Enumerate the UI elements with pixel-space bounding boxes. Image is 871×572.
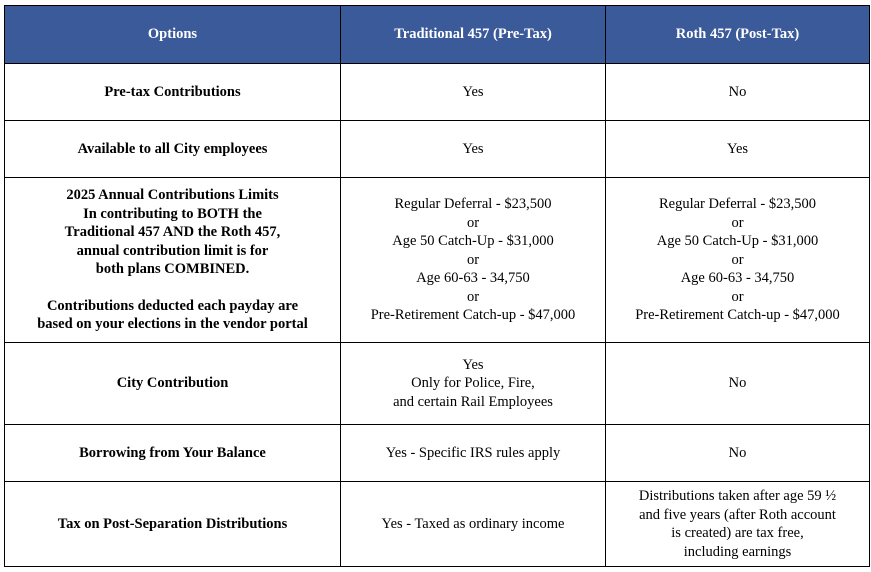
header-row xyxy=(5,6,870,64)
roth-text: No xyxy=(728,83,747,100)
table-row xyxy=(5,64,870,121)
traditional-text: Pre-Retirement Catch-up - $47,000 xyxy=(370,307,576,324)
traditional-text: or xyxy=(466,288,480,305)
table-row xyxy=(5,425,870,482)
traditional-text: Age 50 Catch-Up - $31,000 xyxy=(392,233,554,250)
roth-text: and five years (after Roth account xyxy=(639,506,836,523)
comparison-table-container xyxy=(4,5,870,567)
traditional-text: Yes - Specific IRS rules apply xyxy=(385,444,561,461)
row-label-text: Borrowing from Your Balance xyxy=(79,444,266,461)
row-label-text: based on your elections in the vendor portal xyxy=(37,316,308,333)
roth-text: Distributions taken after age 59 ½ xyxy=(638,488,837,504)
traditional-cell xyxy=(341,343,606,425)
traditional-text: Yes xyxy=(462,140,484,157)
traditional-cell xyxy=(341,178,606,343)
traditional-text: Yes - Taxed as ordinary income xyxy=(381,515,565,532)
roth-cell xyxy=(606,178,870,343)
row-label-text: In contributing to BOTH the xyxy=(83,205,262,222)
traditional-text: Yes xyxy=(462,83,484,100)
row-label-text: Pre-tax Contributions xyxy=(104,83,241,100)
row-label xyxy=(5,64,341,121)
traditional-cell xyxy=(341,121,606,178)
row-label xyxy=(5,178,341,343)
traditional-text: or xyxy=(466,214,480,231)
row-label-text: annual contribution limit is for xyxy=(76,242,269,259)
row-label-text: City Contribution xyxy=(116,375,229,392)
row-label-text: Available to all City employees xyxy=(77,140,268,157)
traditional-cell xyxy=(341,64,606,121)
roth-cell xyxy=(606,121,870,178)
header-roth-457: Roth 457 (Post-Tax) xyxy=(606,6,870,64)
header-traditional-457: Traditional 457 (Pre-Tax) xyxy=(341,6,606,64)
roth-text: or xyxy=(731,251,744,268)
traditional-text: Age 60-63 - 34,750 xyxy=(416,270,530,287)
table-row xyxy=(5,121,870,178)
row-label-text: Traditional 457 AND the Roth 457, xyxy=(64,224,281,241)
roth-text: Age 50 Catch-Up - $31,000 xyxy=(656,233,819,250)
traditional-text: Only for Police, Fire, xyxy=(411,375,535,392)
roth-text: Yes xyxy=(726,140,749,157)
roth-text: Regular Deferral - $23,500 xyxy=(658,196,817,213)
traditional-text: Regular Deferral - $23,500 xyxy=(394,196,552,213)
roth-text: No xyxy=(728,444,747,461)
roth-cell xyxy=(606,343,870,425)
traditional-text: and certain Rail Employees xyxy=(393,393,553,410)
row-label-text: Tax on Post-Separation Distributions xyxy=(57,515,288,532)
roth-cell xyxy=(606,425,870,482)
row-label-text: both plans COMBINED. xyxy=(95,261,250,278)
traditional-text: or xyxy=(466,251,480,268)
roth-text: is created) are tax free, xyxy=(671,525,804,541)
traditional-cell xyxy=(341,482,606,567)
roth-text: including earnings xyxy=(683,543,792,560)
roth-text: Pre-Retirement Catch-up - $47,000 xyxy=(635,307,840,324)
roth-text: or xyxy=(731,214,744,231)
header-options: Options xyxy=(5,6,341,64)
roth-text: No xyxy=(728,375,747,392)
table-row xyxy=(5,343,870,425)
row-label xyxy=(5,425,341,482)
roth-cell xyxy=(606,64,870,121)
table-row xyxy=(5,482,870,567)
roth-text: Age 60-63 - 34,750 xyxy=(680,270,795,287)
traditional-cell xyxy=(341,425,606,482)
roth-cell xyxy=(606,482,870,567)
row-label-text: Contributions deducted each payday are xyxy=(46,297,299,314)
row-label xyxy=(5,482,341,567)
traditional-text: Yes xyxy=(462,356,484,373)
row-label xyxy=(5,343,341,425)
row-label-text: 2025 Annual Contributions Limits xyxy=(66,187,279,204)
roth-text: or xyxy=(731,288,744,305)
table-row xyxy=(5,178,870,343)
row-label xyxy=(5,121,341,178)
retirement-plan-comparison-table xyxy=(4,5,870,567)
spacer xyxy=(11,279,334,297)
